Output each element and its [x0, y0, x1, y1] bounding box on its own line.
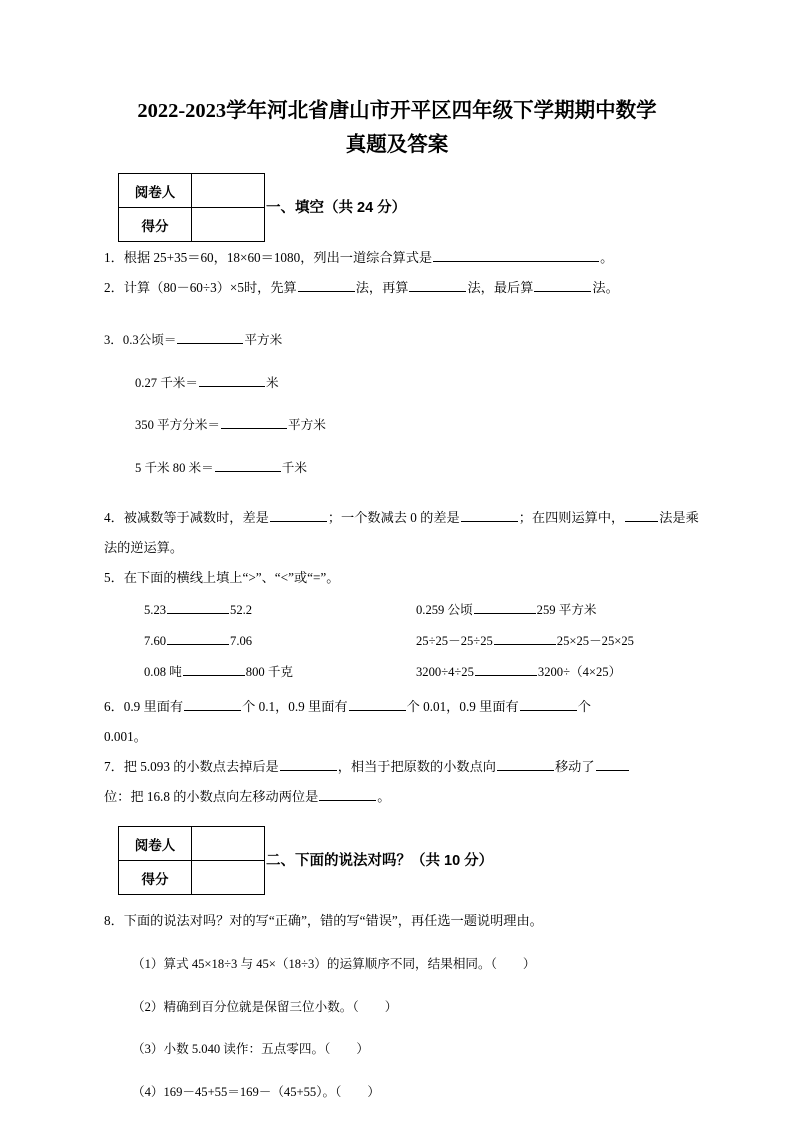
answer-blank[interactable]: [177, 330, 243, 344]
page-title-line-1: 2022-2023学年河北省唐山市开平区四年级下学期期中数学: [137, 100, 657, 122]
question-3-item-4: [104, 453, 702, 483]
q5-r2-right-a: 25÷25－25÷25: [416, 634, 493, 649]
answer-blank[interactable]: [497, 757, 554, 771]
question-5-row-1-right: [416, 595, 702, 626]
answer-blank[interactable]: [199, 373, 265, 387]
answer-blank[interactable]: [625, 508, 658, 522]
question-8-item-3-close: ）: [356, 1042, 369, 1057]
question-5-row-3-right: [416, 657, 702, 688]
table-row: [119, 174, 265, 208]
question-8-item-4: [104, 1077, 702, 1107]
q5-r1-right-a: 0.259 公顷: [416, 603, 473, 618]
answer-blank[interactable]: [183, 662, 245, 676]
section-gap: [0, 812, 794, 826]
q5-r2-left-a: 7.60: [144, 634, 167, 649]
score-table-section-2: [118, 826, 265, 895]
q5-r3-left-b: 800 千克: [245, 665, 294, 680]
question-4: [104, 503, 702, 563]
question-2-text-4: 法。: [592, 280, 619, 295]
question-7: [104, 752, 702, 812]
question-1-text: 1．根据 25+35＝60，18×60＝1080，列出一道综合算式是: [104, 250, 433, 265]
grader-value-2[interactable]: [192, 827, 265, 861]
question-3-item-1-left: 0.3公顷＝: [122, 333, 177, 347]
question-4-text-1: 4．被减数等于减数时，差是: [104, 510, 269, 526]
question-6: [104, 692, 702, 752]
answer-blank[interactable]: [520, 697, 577, 711]
question-5-stem: 5．在下面的横线上填上“>”、“<”或“=”。: [104, 570, 340, 586]
score-block-section-2: [0, 826, 794, 896]
question-8-item-1-close: ）: [522, 956, 536, 971]
question-5-row-2-right: [416, 626, 702, 657]
question-8-stem: 8．下面的说法对吗？对的写“正确”，错的写“错误”，再任选一题说明理由。: [104, 913, 543, 929]
question-8-item-3-text: （3）小数 5.040 读作：五点零四。（: [132, 1042, 331, 1057]
questions-container-1: [0, 243, 794, 812]
table-row: [119, 861, 265, 895]
answer-blank[interactable]: [270, 508, 327, 522]
question-6-text-4: 个: [577, 699, 591, 715]
q5-r1-left-b: 52.2: [230, 603, 253, 618]
q5-r1-left-a: 5.23: [144, 603, 167, 618]
question-3-item-2-right: 米: [265, 375, 279, 390]
question-8-item-2-text: （2）精确到百分位就是保留三位小数。（: [132, 999, 359, 1014]
question-3-item-4-right: 千米: [281, 460, 307, 475]
section-heading-1: 一、填空（共 24 分）: [266, 200, 407, 216]
question-8-item-2-close: ）: [384, 999, 398, 1014]
answer-blank[interactable]: [474, 600, 536, 614]
q5-r2-left-b: 7.06: [230, 634, 253, 649]
question-5-row-1-left: [144, 595, 416, 626]
page-title-line-2: 真题及答案: [345, 134, 449, 156]
question-8-item-3: [104, 1034, 702, 1064]
question-3-item-4-left: 5 千米 80 米＝: [135, 460, 214, 475]
answer-blank[interactable]: [494, 631, 556, 645]
answer-blank[interactable]: [221, 415, 287, 429]
question-7-text-1: 7．把 5.093 的小数点去掉后是: [104, 759, 279, 775]
answer-blank[interactable]: [461, 508, 518, 522]
question-2: [104, 273, 702, 303]
question-3-item-2-left: 0.27 千米＝: [135, 375, 198, 390]
grader-value-1[interactable]: [192, 174, 265, 208]
answer-blank[interactable]: [215, 458, 281, 472]
answer-blank[interactable]: [475, 662, 537, 676]
question-8-item-1-text: （1）算式 45×18÷3 与 45×（18÷3）的运算顺序不同，结果相同。（: [132, 956, 497, 971]
question-6-text-1: 6．0.9 里面有: [104, 699, 184, 715]
question-4-text-3: ；在四则运算中，: [518, 510, 625, 526]
question-1: [104, 243, 702, 273]
grader-label-2: 阅卷人: [119, 827, 192, 861]
spacer: [104, 303, 702, 325]
score-table-section-1: [118, 173, 265, 242]
grader-label-1: 阅卷人: [119, 174, 192, 208]
answer-blank[interactable]: [409, 278, 466, 292]
spacer: [104, 896, 702, 906]
q5-r1-right-b: 259 平方米: [536, 603, 597, 618]
question-2-text-1: 2．计算（80－60÷3）×5时，先算: [104, 280, 297, 295]
answer-blank[interactable]: [534, 278, 591, 292]
score-value-1[interactable]: [192, 208, 265, 242]
question-6-text-2: 个 0.1，0.9 里面有: [242, 699, 348, 715]
question-2-text-2: 法，再算: [355, 280, 409, 295]
question-3-item-3: [104, 410, 702, 440]
question-7-text-5: 。: [377, 789, 391, 805]
question-8-item-4-close: ）: [367, 1084, 380, 1099]
question-3-label: 3．: [104, 333, 123, 347]
question-6-text-5: 0.001。: [104, 729, 147, 745]
table-row: [119, 208, 265, 242]
question-3-item-1: [104, 325, 702, 355]
question-2-text-3: 法，最后算: [467, 280, 534, 295]
answer-blank[interactable]: [167, 631, 229, 645]
title-gap: [0, 162, 794, 173]
page-title: [0, 94, 794, 162]
answer-blank[interactable]: [167, 600, 229, 614]
question-1-suffix: 。: [600, 250, 614, 265]
question-3-item-1-right: 平方米: [244, 333, 283, 347]
answer-blank[interactable]: [596, 757, 629, 771]
question-6-text-3: 个 0.01，0.9 里面有: [406, 699, 519, 715]
question-7-text-2: ，相当于把原数的小数点向: [337, 759, 496, 775]
score-label-2: 得分: [119, 861, 192, 895]
answer-blank[interactable]: [184, 697, 241, 711]
question-3-item-3-right: 平方米: [288, 418, 326, 433]
score-block-section-1: [0, 173, 794, 243]
questions-container-2: [0, 896, 794, 1106]
question-7-text-4: 位：把 16.8 的小数点向左移动两位是: [104, 789, 319, 805]
answer-blank[interactable]: [298, 278, 355, 292]
q5-r3-left-a: 0.08 吨: [144, 665, 182, 680]
question-3-item-2: [104, 368, 702, 398]
answer-blank[interactable]: [433, 248, 599, 262]
table-row: [119, 827, 265, 861]
score-label-1: 得分: [119, 208, 192, 242]
spacer: [104, 495, 702, 503]
q5-r3-right-a: 3200÷4÷25: [416, 665, 474, 680]
top-spacer: [0, 0, 794, 94]
question-8-item-1: [104, 949, 702, 979]
answer-blank[interactable]: [319, 787, 376, 801]
section-heading-2: 二、下面的说法对吗？（共 10 分）: [266, 853, 494, 870]
answer-blank[interactable]: [280, 757, 337, 771]
question-4-text-4: 法是乘法的逆运算。: [104, 510, 699, 556]
question-4-text-2: ；一个数减去 0 的差是: [327, 510, 460, 526]
question-7-text-3: 移动了: [554, 759, 595, 775]
score-value-2[interactable]: [192, 861, 265, 895]
question-5-row-2-left: [144, 626, 416, 657]
question-5-comparisons: [104, 595, 702, 688]
question-5-row-3-left: [144, 657, 416, 688]
question-3-item-3-left: 350 平方分米＝: [135, 418, 221, 433]
question-8-item-2: [104, 992, 702, 1022]
q5-r3-right-b: 3200÷（4×25）: [537, 665, 622, 680]
answer-blank[interactable]: [349, 697, 406, 711]
q5-r2-right-b: 25×25－25×25: [556, 634, 634, 649]
question-8-item-4-text: （4）169－45+55＝169－（45+55）。（: [132, 1084, 342, 1099]
